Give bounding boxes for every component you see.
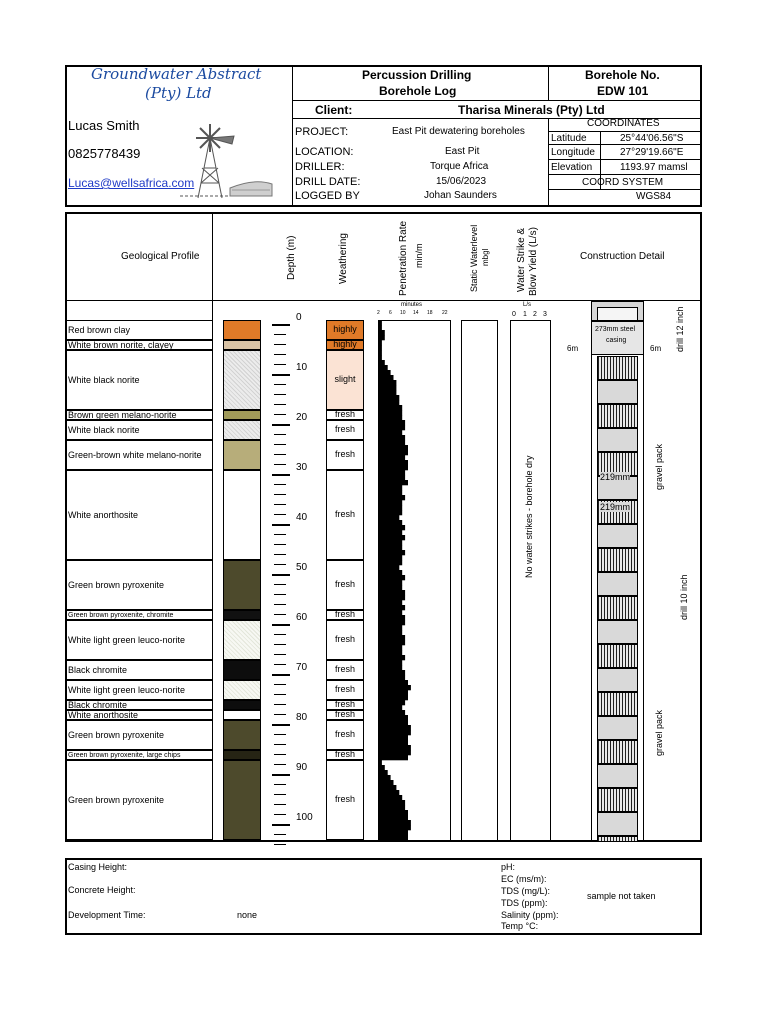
pen-tick-1: 6: [389, 310, 392, 316]
coord-system-value: WGS84: [636, 191, 672, 202]
borehole-number: EDW 101: [597, 84, 649, 98]
weathering-label: fresh: [334, 449, 355, 459]
penetration-bar: [379, 430, 402, 435]
penetration-bar: [379, 510, 402, 515]
penetration-bar: [379, 650, 402, 655]
penetration-bar: [379, 785, 396, 790]
elevation-value: 1193.97 mamsl: [620, 162, 688, 173]
penetration-bar: [379, 450, 408, 455]
pen-tick-3: 14: [413, 310, 419, 316]
penetration-bar: [379, 610, 402, 615]
penetration-bar: [379, 765, 385, 770]
layer-name: White black norite: [68, 424, 140, 435]
penetration-bar: [379, 425, 405, 430]
penetration-bar: [379, 455, 405, 460]
gravel-pack-label-2: gravel pack: [654, 709, 664, 756]
screen-segment: [597, 356, 638, 380]
penetration-bar: [379, 760, 382, 765]
steel-casing-label-1: 273mm steel: [595, 326, 636, 333]
screen-segment: [597, 404, 638, 428]
penetration-bar: [379, 355, 382, 360]
penetration-bar: [379, 810, 408, 815]
penetration-bar: [379, 630, 402, 635]
weathering-label: fresh: [334, 634, 355, 644]
drill-12-inch-label: drill 12 inch: [675, 306, 685, 352]
weathering-label: fresh: [334, 794, 355, 804]
depth-label: 30: [296, 462, 308, 473]
driller-label: DRILLER:: [295, 161, 345, 173]
casing-219mm-label-2: 219mm: [600, 502, 631, 512]
penetration-bar: [379, 475, 405, 480]
penetration-bar: [379, 620, 405, 625]
depth-label: 50: [296, 562, 308, 573]
project-label: PROJECT:: [295, 126, 349, 138]
penetration-bar: [379, 370, 391, 375]
penetration-bar: [379, 675, 405, 680]
penetration-bar: [379, 440, 405, 445]
layer-name: Black chromite: [68, 664, 128, 675]
col-static-unit: mbgl: [481, 248, 490, 266]
location-value: East Pit: [445, 146, 480, 157]
penetration-bar: [379, 415, 402, 420]
penetration-bar: [379, 825, 411, 830]
steel-casing-label-2: casing: [606, 337, 627, 344]
penetration-bar: [379, 605, 405, 610]
blank-casing-segment: [597, 668, 638, 692]
pen-tick-4: 18: [427, 310, 433, 316]
penetration-bar: [379, 625, 402, 630]
penetration-bar: [379, 560, 402, 565]
drill-10-inch-label: drill 10 inch: [679, 574, 689, 620]
penetration-bar: [379, 325, 382, 330]
penetration-bar: [379, 780, 394, 785]
project-value: East Pit dewatering boreholes: [392, 126, 525, 137]
pen-tick-5: 22: [442, 310, 448, 316]
layer-name: White black norite: [68, 374, 140, 385]
penetration-bar: [379, 685, 411, 690]
weathering-label: highly: [333, 339, 357, 349]
penetration-bar: [379, 470, 405, 475]
penetration-bar: [379, 805, 405, 810]
elevation-label: Elevation: [551, 162, 593, 173]
depth-label: 0: [296, 312, 302, 323]
col-static-waterlevel: Static Waterlevel: [469, 224, 479, 292]
penetration-bar: [379, 590, 405, 595]
penetration-bar: [379, 690, 408, 695]
depth-label: 90: [296, 762, 308, 773]
penetration-bar: [379, 770, 388, 775]
penetration-bar: [379, 385, 396, 390]
penetration-bar: [379, 820, 411, 825]
penetration-bar: [379, 405, 402, 410]
weathering-label: fresh: [334, 729, 355, 739]
blank-casing-segment: [597, 524, 638, 548]
layer-name: Green brown pyroxenite: [68, 729, 165, 740]
penetration-bar: [379, 500, 402, 505]
depth-label: 40: [296, 512, 308, 523]
depth-label: 100: [296, 812, 313, 823]
screen-segment: [597, 836, 638, 842]
yield-axis-unit: L/s: [523, 302, 532, 308]
screen-segment: [597, 644, 638, 668]
penetration-bar: [379, 595, 405, 600]
tds-mg-label: TDS (mg/L):: [501, 886, 551, 896]
penetration-bar: [379, 445, 408, 450]
contact-phone: 0825778439: [68, 146, 141, 161]
contact-name: Lucas Smith: [68, 118, 140, 133]
layer-name: White light green leuco-norite: [68, 684, 186, 695]
penetration-bar: [379, 365, 388, 370]
layer-name: White light green leuco-norite: [68, 634, 186, 645]
depth-label: 10: [296, 362, 308, 373]
screen-segment: [597, 788, 638, 812]
penetration-bar: [379, 525, 405, 530]
col-penetration-rate: Penetration Rate: [398, 220, 409, 296]
penetration-bar: [379, 615, 405, 620]
driller-value: Torque Africa: [430, 161, 489, 172]
penetration-bar: [379, 725, 411, 730]
layer-name: Green brown pyroxenite, large chips: [68, 751, 181, 759]
coordinates-label: COORDINATES: [587, 118, 660, 129]
penetration-bar: [379, 535, 405, 540]
penetration-bar: [379, 570, 402, 575]
layer-name: Green brown pyroxenite: [68, 579, 165, 590]
penetration-bar: [379, 700, 405, 705]
casing-219mm-label-1: 219mm: [600, 472, 631, 482]
drill-date-label: DRILL DATE:: [295, 176, 361, 188]
penetration-bar: [379, 435, 405, 440]
penetration-bar: [379, 775, 391, 780]
yield-tick-2: 2: [533, 311, 537, 318]
layer-name: Green-brown white melano-norite: [68, 449, 202, 460]
penetration-bar: [379, 345, 382, 350]
penetration-bar: [379, 635, 405, 640]
penetration-bar: [379, 530, 402, 535]
tds-ppm-label: TDS (ppm):: [501, 898, 548, 908]
yield-tick-1: 1: [523, 311, 527, 318]
penetration-bar: [379, 800, 405, 805]
penetration-bar: [379, 665, 402, 670]
weathering-label: fresh: [334, 509, 355, 519]
weathering-label: fresh: [334, 409, 355, 419]
temp-label: Temp °C:: [501, 921, 539, 931]
penetration-bar: [379, 515, 399, 520]
penetration-bar: [379, 755, 408, 760]
casing-height-label: Casing Height:: [68, 862, 128, 872]
client-name: Tharisa Minerals (Pty) Ltd: [458, 103, 605, 117]
blank-casing-segment: [597, 428, 638, 452]
weathering-label: highly: [333, 324, 357, 334]
col-blow-yield: Blow Yield (L/s): [528, 227, 539, 296]
logged-by-value: Johan Saunders: [424, 190, 497, 201]
yield-tick-0: 0: [512, 311, 516, 318]
depth-label: 60: [296, 612, 308, 623]
layer-name: Red brown clay: [68, 324, 131, 335]
screen-segment: [597, 596, 638, 620]
penetration-bar: [379, 320, 382, 325]
penetration-bar: [379, 335, 385, 340]
penetration-bar: [379, 720, 408, 725]
penetration-bar: [379, 375, 394, 380]
borehole-label: Borehole No.: [585, 68, 660, 82]
water-strike-note: No water strikes - borehole dry: [524, 455, 534, 578]
layer-name: White brown norite, clayey: [68, 339, 174, 350]
weathering-label: fresh: [334, 424, 355, 434]
layer-name: Green brown pyroxenite, chromite: [68, 611, 174, 619]
penetration-bar: [379, 585, 402, 590]
col-weathering: Weathering: [338, 233, 349, 284]
development-time-label: Development Time:: [68, 910, 146, 920]
penetration-bar: [379, 740, 408, 745]
penetration-bar: [379, 330, 385, 335]
latitude-label: Latitude: [551, 133, 587, 144]
layer-name: Brown green melano-norite: [68, 409, 177, 420]
penetration-bar: [379, 400, 399, 405]
penetration-bar: [379, 580, 402, 585]
penetration-bar: [379, 505, 402, 510]
penetration-bar: [379, 830, 408, 835]
salinity-label: Salinity (ppm):: [501, 910, 559, 920]
penetration-bar: [379, 695, 408, 700]
layer-name: White anorthosite: [68, 709, 139, 720]
drill-date-value: 15/06/2023: [436, 176, 487, 187]
penetration-bar: [379, 745, 411, 750]
penetration-bar: [379, 790, 399, 795]
penetration-bar: [379, 420, 405, 425]
layer-name: Green brown pyroxenite: [68, 794, 165, 805]
penetration-bar: [379, 555, 402, 560]
penetration-bar: [379, 575, 405, 580]
screen-segment: [597, 740, 638, 764]
location-label: LOCATION:: [295, 146, 354, 158]
blank-casing-segment: [597, 716, 638, 740]
gravel-pack-label-1: gravel pack: [654, 443, 664, 490]
ph-label: pH:: [501, 862, 516, 872]
col-depth: Depth (m): [286, 235, 297, 280]
sample-note: sample not taken: [587, 891, 656, 901]
weathering-label: fresh: [334, 579, 355, 589]
contact-email-link[interactable]: Lucas@wellsafrica.com: [68, 176, 195, 190]
layer-name: White anorthosite: [68, 509, 139, 520]
col-geological-profile: Geological Profile: [121, 251, 200, 262]
penetration-bar: [379, 815, 408, 820]
depth-label: 80: [296, 712, 308, 723]
layer-name: Black chromite: [68, 699, 128, 710]
company-name-line2: (Pty) Ltd: [145, 84, 212, 102]
penetration-bar: [379, 835, 408, 840]
client-label: Client:: [315, 103, 353, 117]
penetration-bar: [379, 715, 408, 720]
weathering-label: fresh: [334, 609, 355, 619]
casing-depth-left: 6m: [567, 344, 579, 353]
penetration-bar: [379, 520, 402, 525]
penetration-bar: [379, 380, 396, 385]
penetration-bar: [379, 735, 408, 740]
pen-tick-0: 2: [377, 310, 380, 316]
penetration-bar: [379, 410, 402, 415]
penetration-bar: [379, 565, 399, 570]
yield-tick-3: 3: [543, 311, 547, 318]
longitude-label: Longitude: [551, 147, 595, 158]
penetration-bar: [379, 705, 402, 710]
blank-casing-segment: [597, 380, 638, 404]
company-name-line1: Groundwater Abstract: [91, 65, 262, 83]
doc-title-line1: Percussion Drilling: [362, 68, 472, 82]
weathering-label: fresh: [334, 699, 355, 709]
weathering-label: slight: [334, 374, 356, 384]
ec-label: EC (ms/m):: [501, 874, 547, 884]
penetration-bar: [379, 390, 396, 395]
penetration-bar: [379, 360, 385, 365]
penetration-bar: [379, 350, 382, 355]
penetration-bar: [379, 545, 402, 550]
pen-tick-2: 10: [400, 310, 406, 316]
penetration-bar: [379, 480, 408, 485]
penetration-bar: [379, 540, 402, 545]
penetration-bar: [379, 655, 405, 660]
col-water-strike: Water Strike &: [516, 227, 527, 292]
penetration-bar: [379, 640, 405, 645]
concrete-height-label: Concrete Height:: [68, 885, 136, 895]
coord-system-label: COORD SYSTEM: [582, 177, 664, 188]
penetration-bar: [379, 495, 405, 500]
penetration-bar: [379, 660, 402, 665]
screen-segment: [597, 692, 638, 716]
depth-label: 20: [296, 412, 308, 423]
blank-casing-segment: [597, 620, 638, 644]
penetration-bar: [379, 600, 402, 605]
depth-label: 70: [296, 662, 308, 673]
doc-title-line2: Borehole Log: [379, 84, 457, 98]
casing-depth-right: 6m: [650, 344, 662, 353]
penetration-bar: [379, 680, 408, 685]
penetration-bar: [379, 670, 405, 675]
blank-casing-segment: [597, 812, 638, 836]
development-time-value: none: [237, 910, 258, 920]
col-construction-detail: Construction Detail: [580, 251, 665, 262]
penetration-bar: [379, 465, 408, 470]
penetration-bar: [379, 645, 402, 650]
blank-casing-segment: [597, 764, 638, 788]
longitude-value: 27°29'19.66"E: [620, 147, 684, 158]
penetration-bar: [379, 490, 402, 495]
penetration-bar: [379, 485, 402, 490]
penetration-bar: [379, 795, 402, 800]
screen-segment: [597, 548, 638, 572]
pen-axis-unit: minutes: [401, 302, 423, 308]
penetration-bar: [379, 730, 411, 735]
casing-inner-top: [597, 307, 638, 321]
penetration-bar: [379, 460, 408, 465]
penetration-bar: [379, 550, 405, 555]
logged-by-label: LOGGED BY: [295, 190, 360, 202]
weathering-label: fresh: [334, 664, 355, 674]
weathering-label: fresh: [334, 709, 355, 719]
penetration-bar: [379, 395, 399, 400]
weathering-label: fresh: [334, 749, 355, 759]
penetration-bar: [379, 340, 382, 345]
weathering-label: fresh: [334, 684, 355, 694]
latitude-value: 25°44'06.56"S: [620, 133, 684, 144]
penetration-bar: [379, 750, 411, 755]
penetration-bar: [379, 710, 405, 715]
col-penetration-unit: min/m: [414, 243, 424, 268]
blank-casing-segment: [597, 572, 638, 596]
